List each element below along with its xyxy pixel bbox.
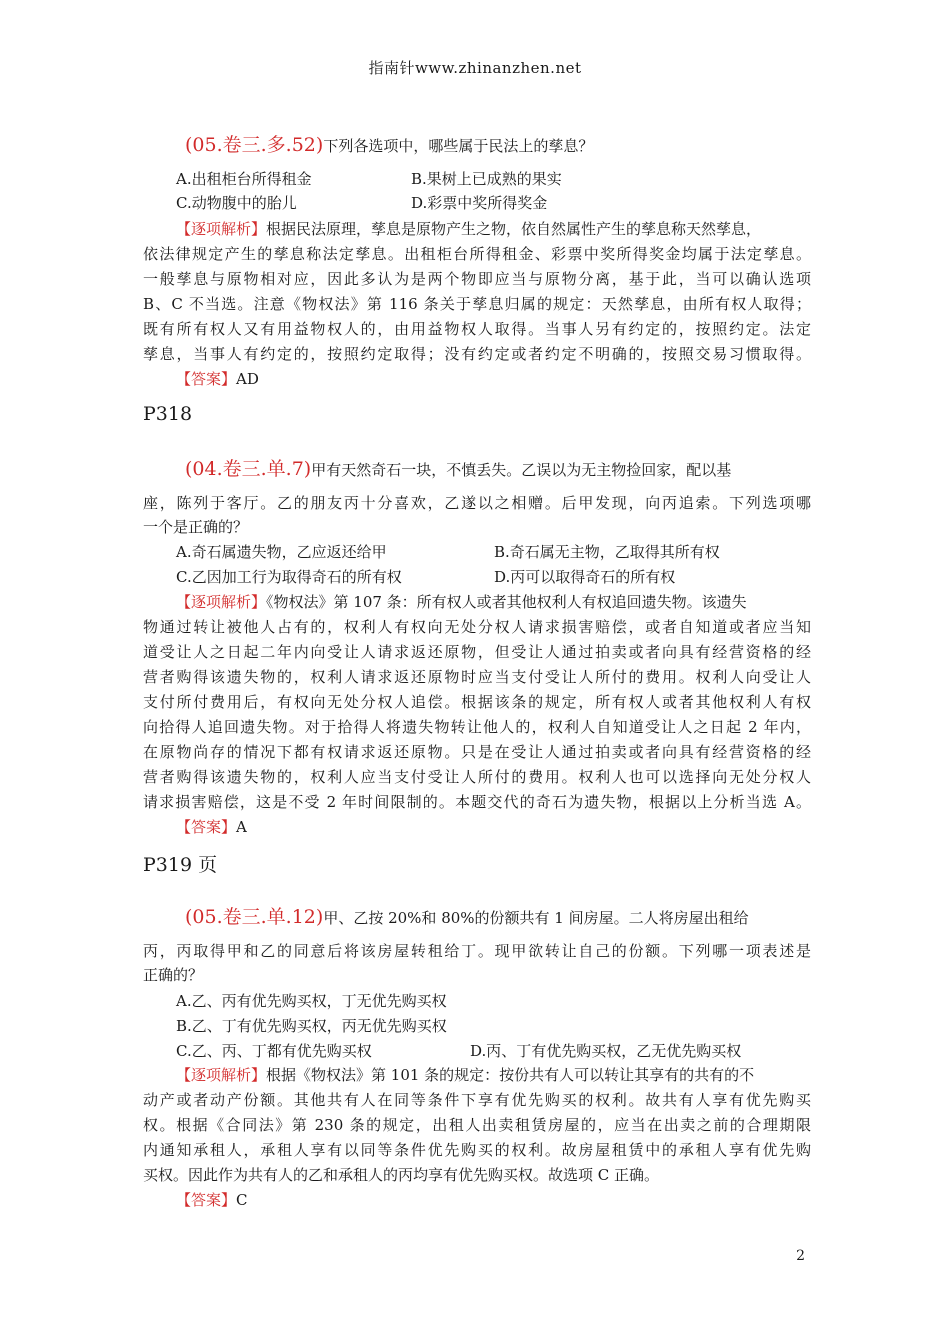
q2-analysis-line-5: 支付所付费用后，有权向无处分权人追偿。根据该条的规定，所有权人或者其他权利人有权 (143, 693, 811, 711)
q2-answer: 【答案】A (176, 818, 247, 836)
q2-analysis-line-9: 请求损害赔偿，这是不受 2 年时间限制的。本题交代的奇石为遗失物，根据以上分析当选 A。 (143, 793, 811, 811)
q1-analysis-line-2: 依法律规定产生的孳息称法定孳息。出租柜台所得租金、彩票中奖所得奖金均属于法定孳息。 (143, 245, 811, 263)
question-3-stem: (05.卷三.单.12)甲、乙按 20%和 80%的份额共有 1 间房屋。二人将房屋出租给 (185, 906, 749, 928)
question-1-stem: (05.卷三.多.52)下列各选项中，哪些属于民法上的孳息？ (185, 134, 594, 156)
q2-option-d: D.丙可以取得奇石的所有权 (494, 568, 676, 586)
q2-option-c: C.乙因加工行为取得奇石的所有权 (176, 568, 402, 586)
q1-analysis-label: 【逐项解析】 (176, 220, 267, 238)
q2-stem-line-2: 座，陈列于客厅。乙的朋友丙十分喜欢，乙遂以之相赠。后甲发现，向丙追索。下列选项哪 (143, 494, 811, 512)
q1-answer: 【答案】AD (176, 370, 259, 388)
q3-option-b: B.乙、丁有优先购买权，丙无优先购买权 (176, 1017, 447, 1035)
q3-answer-label: 【答案】 (176, 1191, 237, 1209)
q3-analysis-line-4: 内通知承租人，承租人享有以同等条件优先购买的权利。故房屋租赁中的承租人享有优先购 (143, 1141, 811, 1159)
page-number: 2 (796, 1248, 805, 1264)
q3-analysis-line-3: 权。根据《合同法》第 230 条的规定，出租人出卖租赁房屋的，应当在出卖之前的合理期限 (143, 1116, 811, 1134)
q3-stem-line-2: 丙，丙取得甲和乙的同意后将该房屋转租给丁。现甲欲转让自己的份额。下列哪一项表述是 (143, 942, 811, 960)
q2-analysis-line-6: 向拾得人追回遗失物。对于拾得人将遗失物转让他人的，权利人自知道受让人之日起 2 年内， (143, 718, 811, 736)
q3-analysis-line-5: 买权。因此作为共有人的乙和承租人的丙均享有优先购买权。故选项 C 正确。 (143, 1166, 660, 1184)
q3-option-a: A.乙、丙有优先购买权，丁无优先购买权 (176, 992, 447, 1010)
q1-option-d: D.彩票中奖所得奖金 (411, 194, 548, 212)
q1-option-c: C.动物腹中的胎儿 (176, 194, 297, 212)
page-ref-p318: P318 (143, 403, 193, 425)
q3-analysis-label: 【逐项解析】 (176, 1066, 267, 1084)
q3-answer: 【答案】C (176, 1191, 248, 1209)
q1-analysis-line-5: 既有所有权人又有用益物权人的，由用益物权人取得。当事人另有约定的，按照约定。法定 (143, 320, 811, 338)
page-ref-p319: P319 页 (143, 854, 218, 876)
q1-analysis-line-4: B、C 不当选。注意《物权法》第 116 条关于孳息归属的规定：天然孳息，由所有权人取得； (143, 295, 811, 313)
question-3-tag: (05.卷三.单.12) (185, 906, 324, 928)
q2-analysis-label: 【逐项解析】 (176, 593, 267, 611)
q1-analysis-line-1: 【逐项解析】根据民法原理，孳息是原物产生之物，依自然属性产生的孳息称天然孳息， (176, 220, 762, 238)
q2-analysis-line-7: 在原物尚存的情况下都有权请求返还原物。只是在受让人通过拍卖或者向具有经营资格的经 (143, 743, 811, 761)
site-header: 指南针www.zhinanzhen.net (368, 59, 582, 77)
q1-option-a: A.出租柜台所得租金 (176, 170, 312, 188)
q2-analysis-line-1: 【逐项解析】《物权法》第 107 条：所有权人或者其他权利人有权追回遗失物。该遗失 (176, 593, 747, 611)
q2-option-a: A.奇石属遗失物，乙应返还给甲 (176, 543, 387, 561)
q1-analysis-line-6: 孳息，当事人有约定的，按照约定取得；没有约定或者约定不明确的，按照交易习惯取得。 (143, 345, 811, 363)
q2-analysis-line-4: 营者购得该遗失物的，权利人请求返还原物时应当支付受让人所付的费用。权利人向受让人 (143, 668, 811, 686)
q1-analysis-line-3: 一般孳息与原物相对应，因此多认为是两个物即应当与原物分离，基于此，当可以确认选项 (143, 270, 811, 288)
q2-analysis-line-8: 营者购得该遗失物的，权利人应当支付受让人所付的费用。权利人也可以选择向无处分权人 (143, 768, 811, 786)
q2-analysis-line-3: 道受让人之日起二年内向受让人请求返还原物，但受让人通过拍卖或者向具有经营资格的经 (143, 643, 811, 661)
q1-answer-label: 【答案】 (176, 370, 237, 388)
q1-option-b: B.果树上已成熟的果实 (411, 170, 562, 188)
q3-option-c: C.乙、丙、丁都有优先购买权 (176, 1042, 372, 1060)
question-2-stem: (04.卷三.单.7)甲有天然奇石一块，不慎丢失。乙误以为无主物捡回家，配以基 (185, 458, 732, 480)
q3-option-d: D.丙、丁有优先购买权，乙无优先购买权 (470, 1042, 742, 1060)
q3-analysis-line-1: 【逐项解析】根据《物权法》第 101 条的规定：按份共有人可以转让其享有的共有的不 (176, 1066, 755, 1084)
q2-stem-line-3: 一个是正确的？ (143, 518, 249, 536)
q2-option-b: B.奇石属无主物，乙取得其所有权 (494, 543, 720, 561)
q2-analysis-line-2: 物通过转让被他人占有的，权利人有权向无处分权人请求损害赔偿，或者自知道或者应当知 (143, 618, 811, 636)
q3-stem-line-3: 正确的？ (143, 966, 204, 984)
q3-analysis-line-2: 动产或者动产份额。其他共有人在同等条件下享有优先购买的权利。故共有人享有优先购买 (143, 1091, 811, 1109)
question-2-tag: (04.卷三.单.7) (185, 458, 312, 480)
q2-answer-label: 【答案】 (176, 818, 237, 836)
question-1-tag: (05.卷三.多.52) (185, 134, 324, 156)
